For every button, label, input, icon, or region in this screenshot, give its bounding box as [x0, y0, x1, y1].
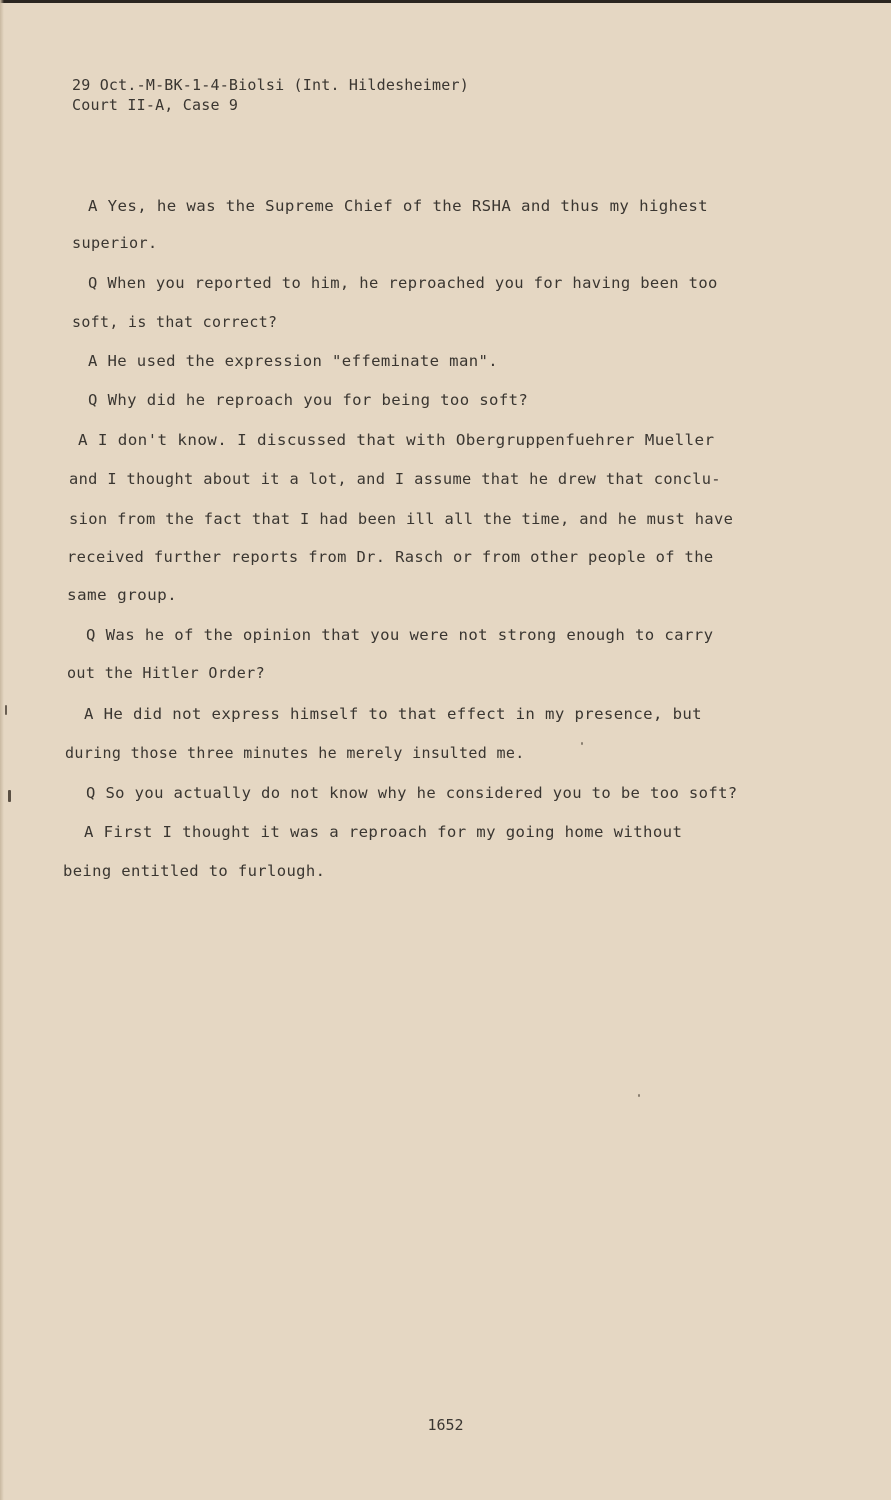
paper-edge-mark [8, 790, 11, 802]
header-line-date-reporter: 29 Oct.-M-BK-1-4-Biolsi (Int. Hildesheimer) [72, 76, 469, 94]
transcript-line: received further reports from Dr. Rasch or from other people of the [67, 548, 714, 566]
transcript-line: sion from the fact that I had been ill all the time, and he must have [69, 510, 734, 528]
header-line-court-case: Court II-A, Case 9 [72, 96, 239, 114]
transcript-line: A I don't know. I discussed that with Obergruppenfuehrer Mueller [78, 431, 715, 449]
transcript-line: A Yes, he was the Supreme Chief of the RSHA and thus my highest [88, 197, 709, 215]
transcript-line: soft, is that correct? [72, 313, 278, 331]
paper-speck [638, 1094, 640, 1097]
transcript-line: and I thought about it a lot, and I assume that he drew that conclu- [69, 470, 721, 488]
transcript-line: same group. [67, 586, 178, 604]
transcript-line: A He used the expression "effeminate man". [88, 352, 498, 370]
transcript-line: Q When you reported to him, he reproached you for having been too [88, 274, 718, 292]
document-header [72, 75, 469, 115]
transcript-line: Q Was he of the opinion that you were not strong enough to carry [86, 626, 714, 644]
transcript-line: during those three minutes he merely insulted me. [65, 744, 525, 762]
transcript-line: superior. [72, 234, 158, 252]
page-number: 1652 [427, 1416, 464, 1434]
paper-speck [581, 742, 583, 745]
paper-edge-mark [5, 705, 7, 715]
transcript-line: Q So you actually do not know why he considered you to be too soft? [86, 784, 738, 802]
transcript-line: out the Hitler Order? [67, 664, 266, 682]
transcript-line: being entitled to furlough. [63, 862, 326, 880]
transcript-line: A He did not express himself to that effect in my presence, but [84, 705, 703, 723]
transcript-line: A First I thought it was a reproach for my going home without [84, 823, 683, 841]
transcript-line: Q Why did he reproach you for being too soft? [88, 391, 529, 409]
